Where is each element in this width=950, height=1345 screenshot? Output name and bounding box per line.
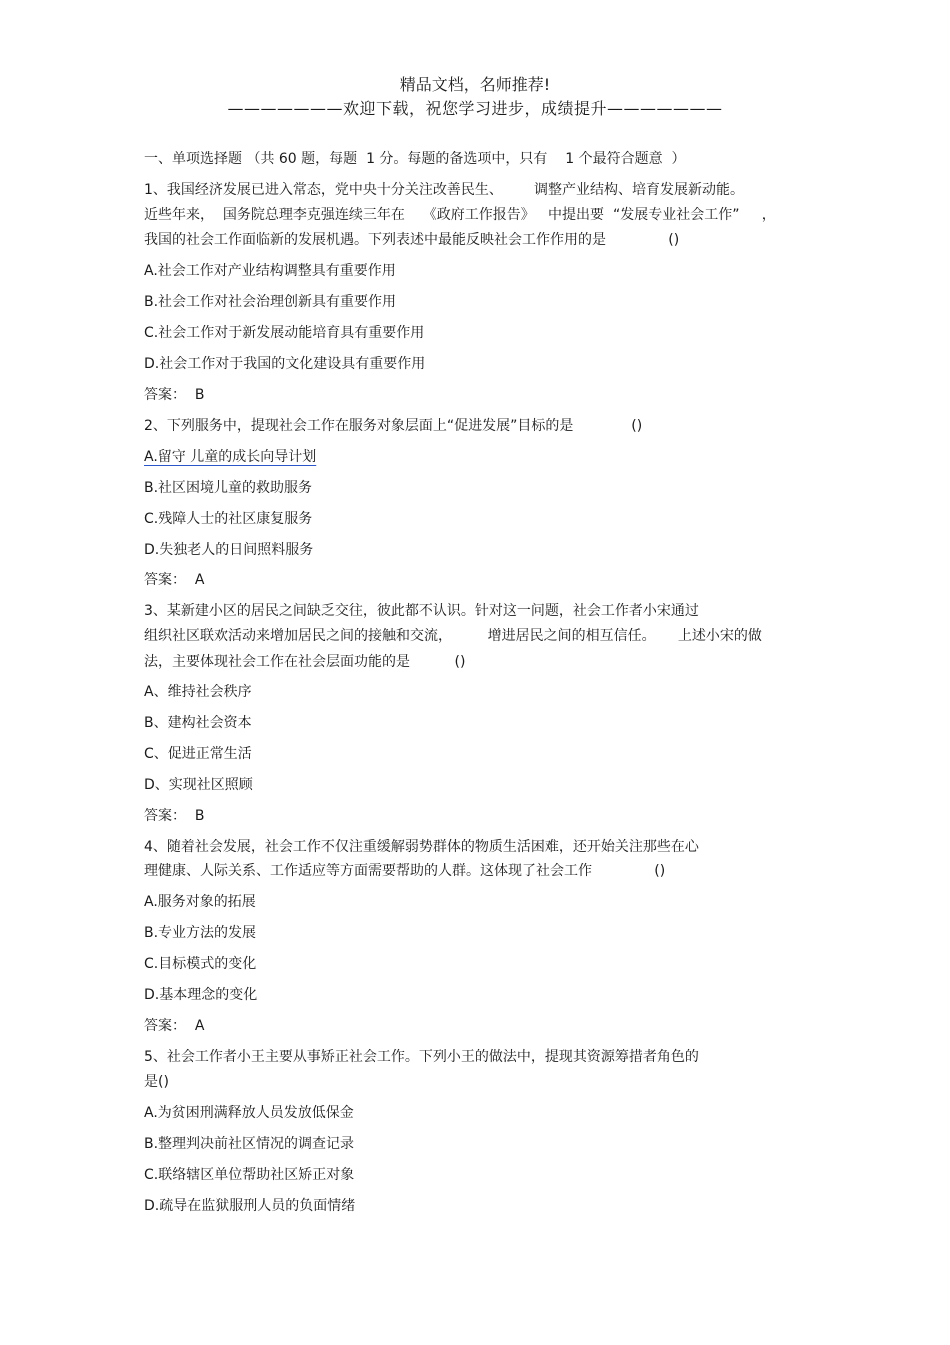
option-d: D.社会工作对于我国的文化建设具有重要作用 bbox=[144, 356, 426, 372]
option-d: D.疏导在监狱服刑人员的负面情绪 bbox=[144, 1198, 356, 1214]
answer: 答案： A bbox=[144, 1018, 205, 1034]
document-subtitle: ———————欢迎下载，祝您学习进步，成绩提升——————— bbox=[227, 99, 723, 118]
option-a: A、维持社会秩序 bbox=[144, 684, 252, 700]
option-b: B.整理判决前社区情况的调查记录 bbox=[144, 1136, 355, 1152]
question-stem-line: 我国的社会工作面临新的发展机遇。下列表述中最能反映社会工作作用的是 () bbox=[144, 232, 680, 248]
question-stem-line: 2、下列服务中，提现社会工作在服务对象层面上“促进发展”目标的是 () bbox=[144, 418, 643, 434]
option-a: A.社会工作对产业结构调整具有重要作用 bbox=[144, 263, 396, 279]
question-stem-line: 1、我国经济发展已进入常态，党中央十分关注改善民生、 调整产业结构、培育发展新动能。 bbox=[144, 182, 745, 198]
question-stem-line: 3、某新建小区的居民之间缺乏交往，彼此都不认识。针对这一问题，社会工作者小宋通过 bbox=[144, 603, 699, 619]
option-c: C.联络辖区单位帮助社区矫正对象 bbox=[144, 1167, 355, 1183]
section-heading: 一、单项选择题 （共 60 题，每题 1 分。每题的备选项中，只有 1 个最符合题意 ） bbox=[144, 151, 686, 167]
question-stem-line: 5、社会工作者小王主要从事矫正社会工作。下列小王的做法中，提现其资源筹措者角色的 bbox=[144, 1049, 699, 1065]
answer: 答案： B bbox=[144, 387, 205, 403]
option-a: A.留守 儿童的成长向导计划 bbox=[144, 449, 317, 465]
option-c: C、促进正常生活 bbox=[144, 746, 252, 762]
option-c: C.社会工作对于新发展动能培育具有重要作用 bbox=[144, 325, 425, 341]
option-b: B、建构社会资本 bbox=[144, 715, 252, 731]
option-b: B.社区困境儿童的救助服务 bbox=[144, 480, 313, 496]
question-stem-line: 4、随着社会发展，社会工作不仅注重缓解弱势群体的物质生活困难，还开始关注那些在心 bbox=[144, 839, 699, 855]
question-stem-line: 组织社区联欢活动来增加居民之间的接触和交流， 增进居民之间的相互信任。 上述小宋的做 bbox=[144, 628, 762, 644]
option-c: C.残障人士的社区康复服务 bbox=[144, 511, 313, 527]
option-d: D.失独老人的日间照料服务 bbox=[144, 542, 314, 558]
answer: 答案： A bbox=[144, 572, 205, 588]
option-a: A.为贫困刑满释放人员发放低保金 bbox=[144, 1105, 354, 1121]
question-stem-line: 近些年来， 国务院总理李克强连续三年在 《政府工作报告》 中提出要 “发展专业社会工作” ， bbox=[144, 207, 776, 223]
option-b: B.专业方法的发展 bbox=[144, 925, 257, 941]
answer: 答案： B bbox=[144, 808, 205, 824]
option-a: A.服务对象的拓展 bbox=[144, 894, 256, 910]
question-stem-line: 理健康、人际关系、工作适应等方面需要帮助的人群。这体现了社会工作 () bbox=[144, 863, 666, 879]
question-stem-line: 是() bbox=[144, 1074, 169, 1090]
option-d: D、实现社区照顾 bbox=[144, 777, 253, 793]
option-d: D.基本理念的变化 bbox=[144, 987, 258, 1003]
document-title: 精品文档，名师推荐! bbox=[399, 75, 551, 94]
question-stem-line: 法，主要体现社会工作在社会层面功能的是 () bbox=[144, 654, 466, 670]
option-c: C.目标模式的变化 bbox=[144, 956, 257, 972]
option-b: B.社会工作对社会治理创新具有重要作用 bbox=[144, 294, 397, 310]
